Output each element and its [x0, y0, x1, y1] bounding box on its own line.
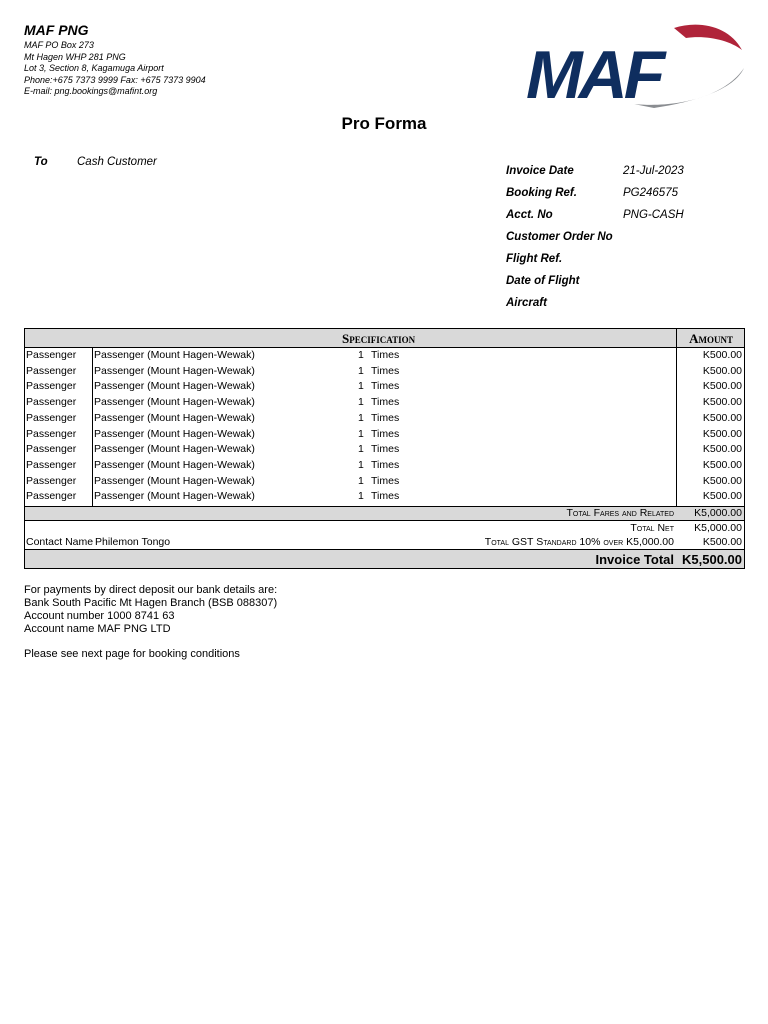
table-row [25, 379, 744, 395]
invoice-total-amount: K5,500.00 [682, 552, 742, 567]
meta-label: Booking Ref. [506, 187, 577, 199]
booking-conditions-note: Please see next page for booking conditions [24, 648, 240, 660]
to-value: Cash Customer [77, 156, 157, 168]
gst-row [25, 535, 744, 550]
line-type: Passenger [26, 364, 77, 377]
email-line: E-mail: png.bookings@mafint.org [24, 86, 158, 96]
payment-details [24, 584, 277, 636]
line-type: Passenger [26, 411, 77, 424]
phone-fax-line: Phone:+675 7373 9999 Fax: +675 7373 9904 [24, 74, 206, 85]
line-quantity: 1 [358, 443, 364, 456]
meta-label: Flight Ref. [506, 253, 563, 265]
page-title: Pro Forma [341, 114, 427, 133]
table-row [25, 395, 744, 411]
line-unit: Times [371, 396, 400, 409]
line-description: Passenger (Mount Hagen-Wewak) [94, 443, 255, 456]
meta-value: PG246575 [623, 187, 678, 199]
line-amount: K500.00 [702, 380, 742, 393]
line-type: Passenger [26, 474, 77, 487]
line-quantity: 1 [358, 474, 364, 487]
total-net-label: Total Net [630, 522, 674, 534]
line-quantity: 1 [358, 458, 364, 471]
line-description: Passenger (Mount Hagen-Wewak) [94, 364, 255, 377]
address-line: Mt Hagen WHP 281 PNG [24, 51, 126, 62]
to-label: To [34, 156, 48, 168]
line-description: Passenger (Mount Hagen-Wewak) [94, 474, 255, 487]
line-description: Passenger (Mount Hagen-Wewak) [94, 427, 255, 440]
line-type: Passenger [26, 396, 77, 409]
line-unit: Times [371, 443, 400, 456]
table-row [25, 427, 744, 443]
line-description: Passenger (Mount Hagen-Wewak) [94, 396, 255, 409]
logo-red-swoosh [674, 25, 742, 50]
gst-label: Total GST Standard 10% over K5,000.00 [484, 536, 674, 548]
line-unit: Times [371, 458, 400, 471]
line-quantity: 1 [358, 380, 364, 393]
line-type: Passenger [26, 380, 77, 393]
line-unit: Times [371, 380, 400, 393]
line-amount: K500.00 [702, 349, 742, 361]
total-fares-amount: K5,000.00 [694, 507, 742, 519]
table-header [25, 329, 744, 348]
meta-label: Date of Flight [506, 275, 580, 287]
line-amount: K500.00 [702, 411, 742, 424]
line-quantity: 1 [358, 427, 364, 440]
meta-label: Acct. No [506, 209, 553, 221]
line-amount: K500.00 [702, 458, 742, 471]
bank-branch-line: Bank South Pacific Mt Hagen Branch (BSB 088307) [24, 597, 278, 609]
meta-label: Invoice Date [506, 165, 574, 177]
total-net-amount: K5,000.00 [694, 522, 742, 534]
gst-amount: K500.00 [702, 536, 742, 548]
line-quantity: 1 [358, 490, 364, 503]
meta-value: 21-Jul-2023 [623, 165, 684, 177]
line-amount: K500.00 [702, 396, 742, 409]
line-unit: Times [371, 490, 400, 503]
line-type: Passenger [26, 427, 77, 440]
table-row [25, 458, 744, 474]
line-unit: Times [371, 349, 400, 361]
maf-logo [524, 20, 746, 112]
specification-header: Specification [342, 331, 416, 346]
line-description: Passenger (Mount Hagen-Wewak) [94, 349, 255, 361]
table-row [25, 489, 744, 505]
account-name-line: Account name MAF PNG LTD [24, 623, 171, 635]
amount-header: Amount [689, 331, 733, 346]
line-type: Passenger [26, 443, 77, 456]
logo-wordmark: MAF [526, 37, 662, 112]
line-quantity: 1 [358, 349, 364, 361]
line-type: Passenger [26, 349, 77, 361]
line-amount: K500.00 [702, 364, 742, 377]
line-amount: K500.00 [702, 427, 742, 440]
meta-label: Customer Order No [506, 231, 613, 243]
specification-table [24, 328, 745, 569]
table-row [25, 348, 744, 364]
contact-name-value: Philemon Tongo [95, 536, 171, 548]
table-row [25, 364, 744, 380]
address-line: MAF PO Box 273 [24, 40, 94, 50]
table-row [25, 442, 744, 458]
line-type: Passenger [26, 458, 77, 471]
table-row [25, 411, 744, 427]
total-fares-row [25, 506, 744, 521]
line-unit: Times [371, 474, 400, 487]
line-type: Passenger [26, 490, 77, 503]
contact-name-label: Contact Name [26, 536, 94, 548]
line-description: Passenger (Mount Hagen-Wewak) [94, 490, 255, 503]
line-unit: Times [371, 411, 400, 424]
line-amount: K500.00 [702, 490, 742, 503]
table-row [25, 474, 744, 490]
invoice-total-row [25, 549, 744, 568]
meta-value: PNG-CASH [623, 209, 684, 221]
payment-line: For payments by direct deposit our bank details are: [24, 584, 278, 596]
line-amount: K500.00 [702, 474, 742, 487]
line-quantity: 1 [358, 411, 364, 424]
line-description: Passenger (Mount Hagen-Wewak) [94, 458, 255, 471]
invoice-total-label: Invoice Total [595, 552, 674, 567]
company-name: MAF PNG [24, 22, 89, 38]
total-net-row [25, 521, 744, 536]
line-amount: K500.00 [702, 443, 742, 456]
meta-label: Aircraft [506, 297, 547, 309]
company-header [24, 22, 206, 98]
line-unit: Times [371, 427, 400, 440]
total-fares-label: Total Fares and Related [566, 507, 674, 519]
line-quantity: 1 [358, 396, 364, 409]
account-number-line: Account number 1000 8741 63 [24, 610, 175, 622]
line-unit: Times [371, 364, 400, 377]
line-description: Passenger (Mount Hagen-Wewak) [94, 380, 255, 393]
line-description: Passenger (Mount Hagen-Wewak) [94, 411, 255, 424]
line-quantity: 1 [358, 364, 364, 377]
address-line: Lot 3, Section 8, Kagamuga Airport [24, 63, 164, 73]
